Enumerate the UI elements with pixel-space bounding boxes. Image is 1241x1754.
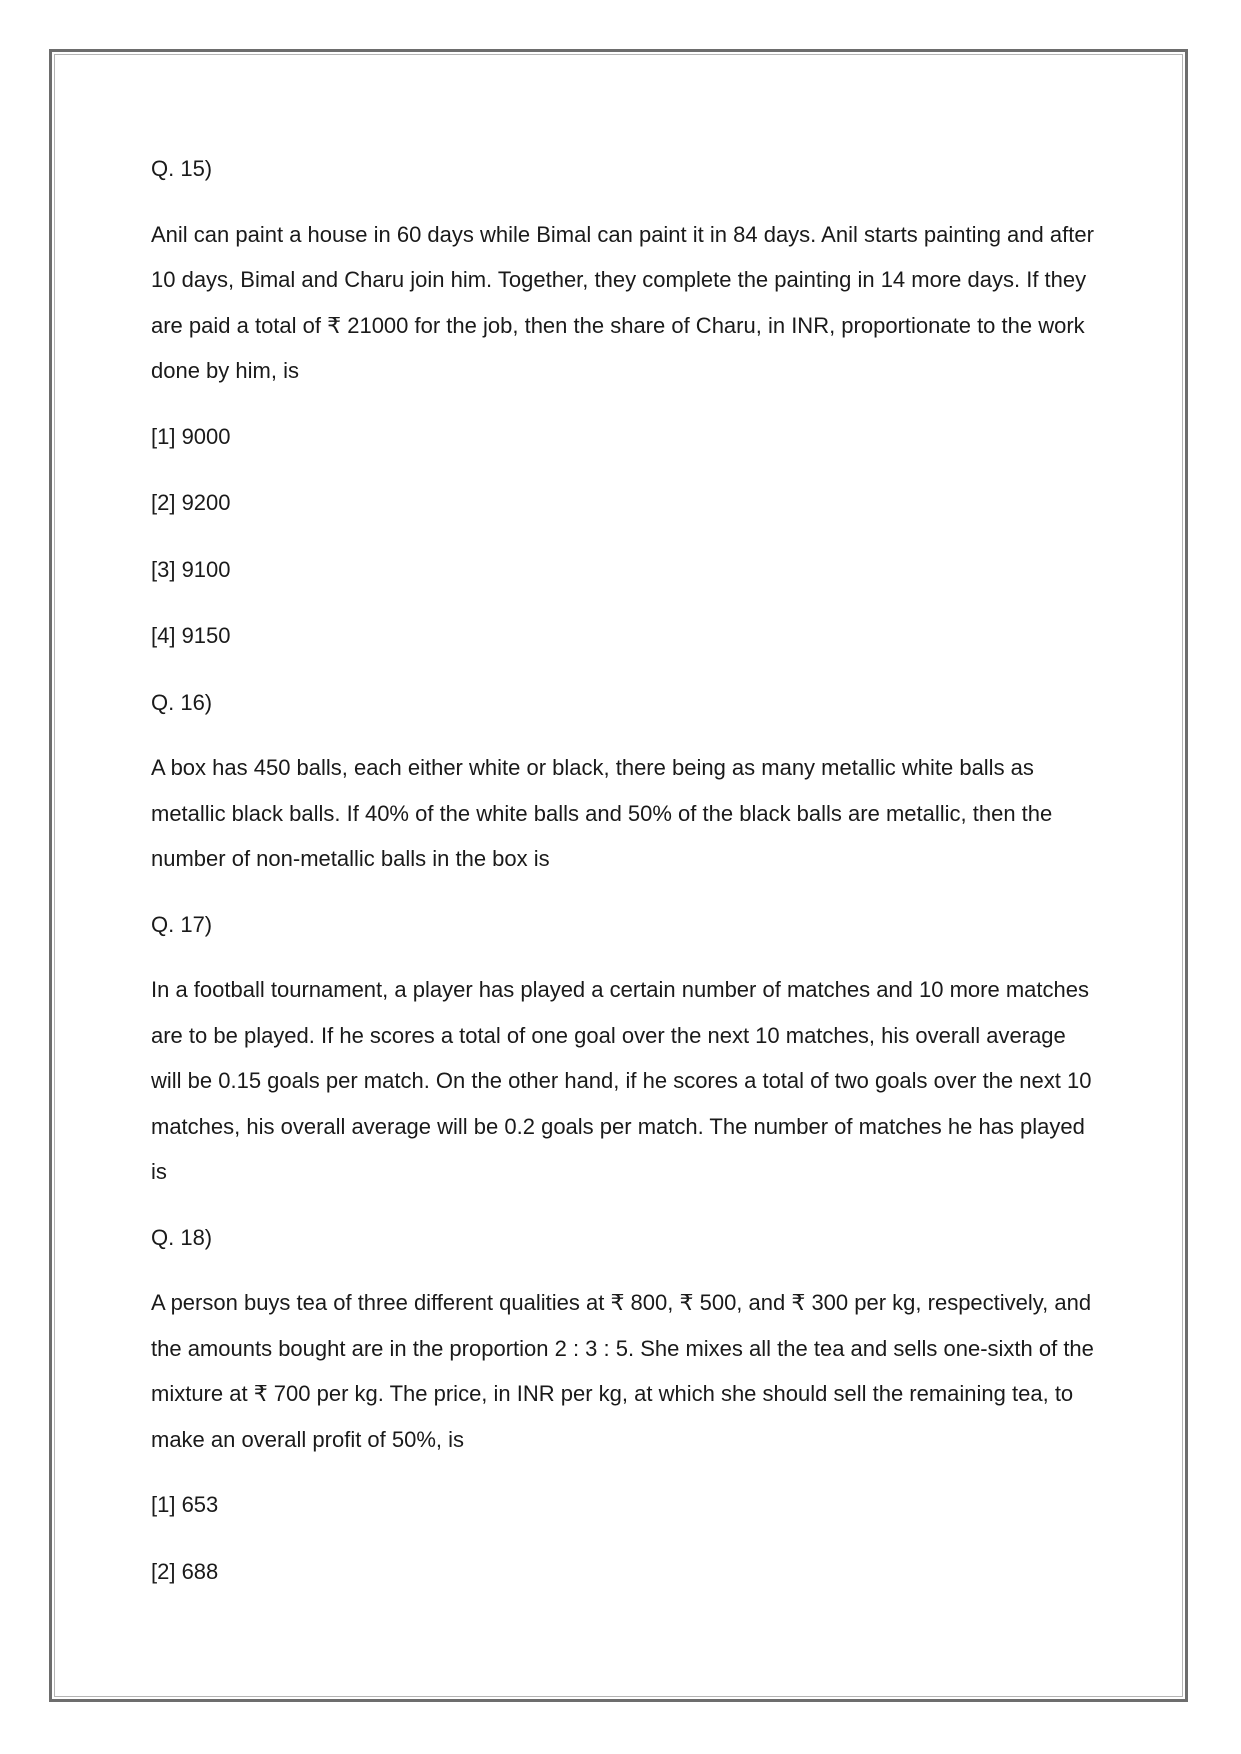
option-2: [2] 9200: [151, 490, 231, 515]
question-number: Q. 15): [151, 156, 213, 181]
question-number: Q. 17): [151, 911, 213, 937]
question-17: [151, 902, 1101, 1195]
question-number: Q. 16): [151, 689, 213, 715]
question-text: A person buys tea of three different qualities at ₹ 800, ₹ 500, and ₹ 300 per kg, respectively, and the amounts bought are in the proportion 2 : 3 : 5. She mixes all the tea and sells one-sixth of the mixture at ₹ 700 per kg. The price, in INR per kg, at which she should sell the remaining tea, to make an overall profit of 50%, is: [151, 1290, 1094, 1452]
question-15: [151, 146, 1101, 659]
option-2: [2] 688: [151, 1558, 219, 1584]
option-3: [3] 9100: [151, 556, 231, 582]
option-4: [4] 9150: [151, 623, 231, 648]
question-text: In a football tournament, a player has played a certain number of matches and 10 more matches are to be played. If he scores a total of one goal over the next 10 matches, his overall average will be 0.15 goals per match. On the other hand, if he scores a total of two goals over the next 10 matches, his overall average will be 0.2 goals per match. The number of matches he has played is: [151, 977, 1092, 1184]
document-body: [151, 146, 1101, 1615]
question-text: Anil can paint a house in 60 days while Bimal can paint it in 84 days. Anil starts painting and after 10 days, Bimal and Charu join him. Together, they complete the painting in 14 more days. If they are paid a total of ₹ 21000 for the job, then the share of Charu, in INR, proportionate to the work done by him, is: [151, 221, 1094, 383]
option-1: [1] 9000: [151, 423, 231, 449]
option-1: [1] 653: [151, 1492, 219, 1517]
question-16: [151, 680, 1101, 882]
question-text: A box has 450 balls, each either white or black, there being as many metallic white balls as metallic black balls. If 40% of the white balls and 50% of the black balls are metallic, then the number of non-metallic balls in the box is: [151, 755, 1053, 871]
question-18: [151, 1215, 1101, 1595]
question-number: Q. 18): [151, 1224, 213, 1250]
